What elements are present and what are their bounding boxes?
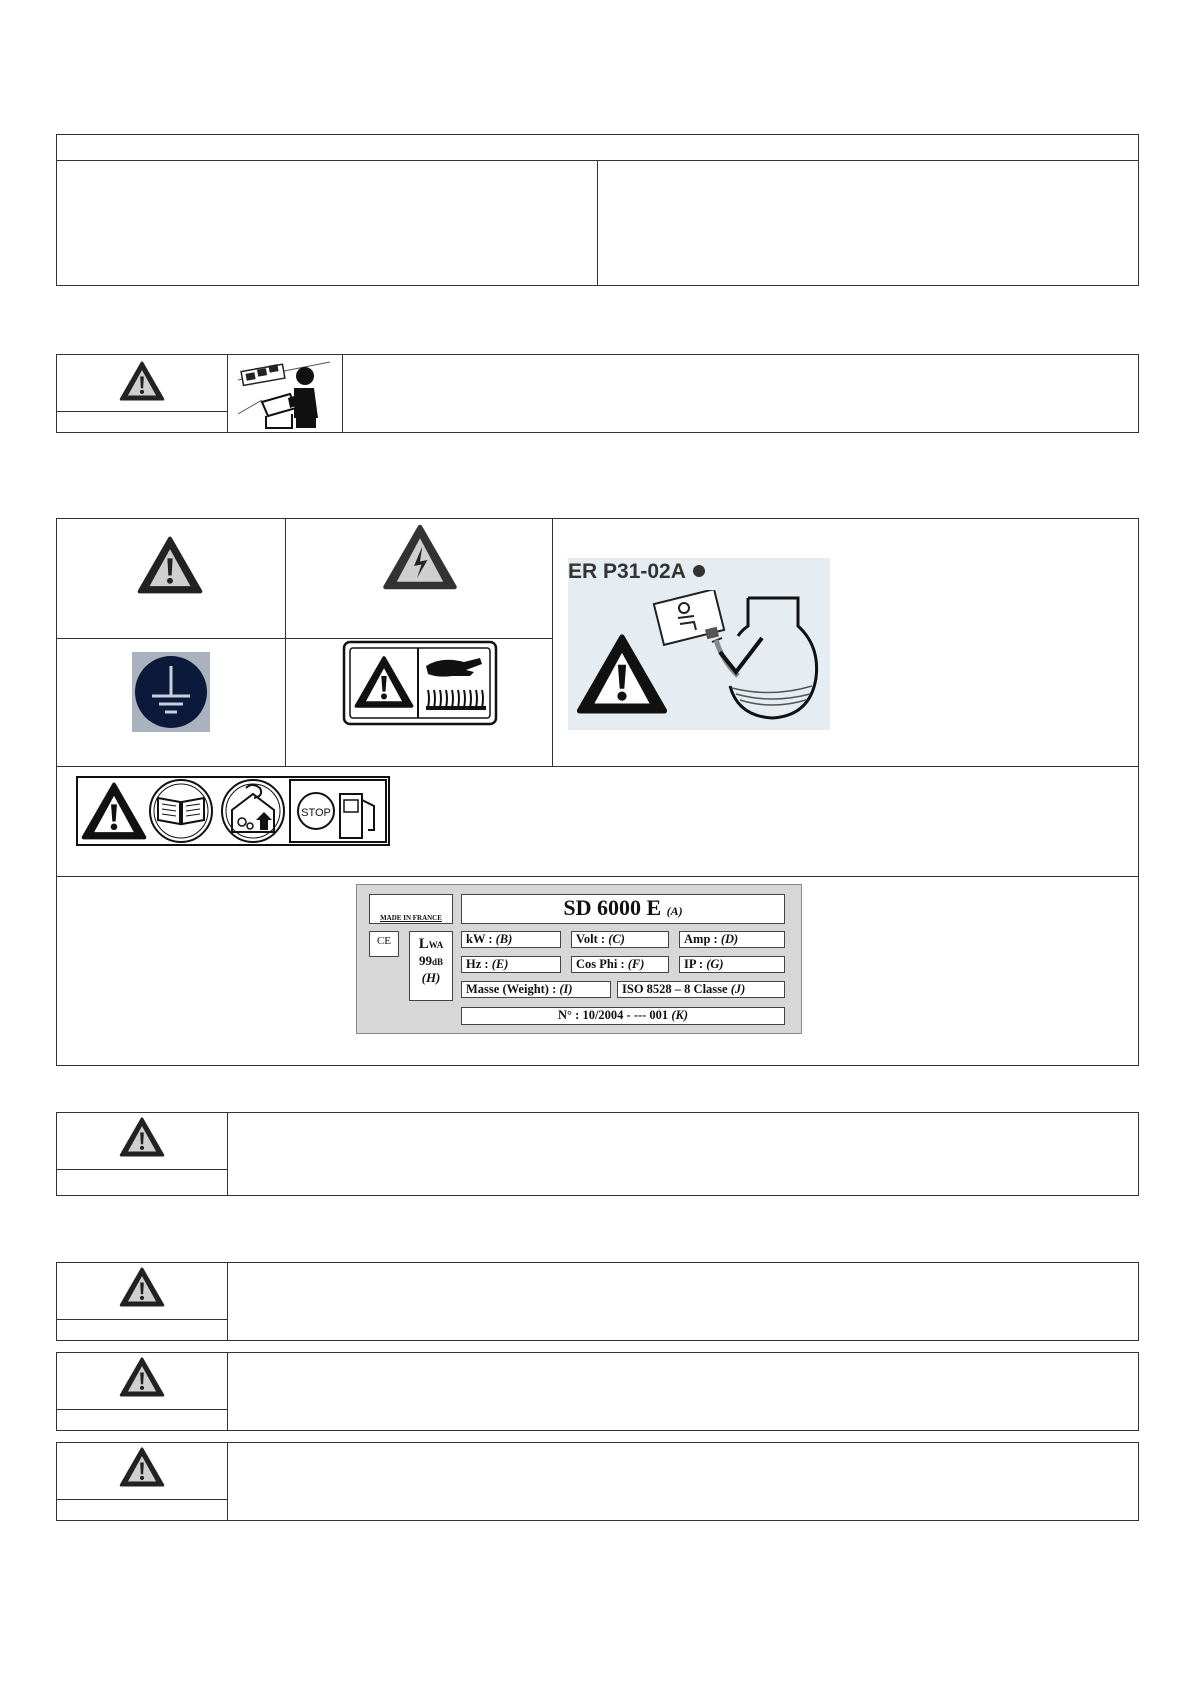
warning-table [56,1112,1139,1196]
oil-level-pictogram-icon [572,590,828,726]
weight-field: Masse (Weight) : (I) [461,981,611,998]
table-column-divider [227,354,228,433]
table-cell-divider [56,1169,227,1170]
warning-triangle-icon [119,1357,165,1397]
manual-warning-table [56,354,1139,433]
warning-table [56,1442,1139,1521]
hz-field: Hz : (E) [461,956,561,973]
table-column-divider [552,518,553,766]
amp-field: Amp : (D) [679,931,785,948]
ip-field: IP : (G) [679,956,785,973]
table-column-divider [227,1112,228,1196]
table-row-divider [56,766,1139,767]
model-name: SD 6000 E (A) [461,894,785,924]
warning-table [56,1352,1139,1431]
warning-triangle-icon [137,536,203,594]
table-cell-divider [56,1499,227,1500]
stop-text: STOP [301,807,331,819]
sound-power-level: LWA 99dB (H) [409,931,453,1001]
table-row-divider [56,876,1139,877]
iso-class-field: ISO 8528 – 8 Classe (J) [617,981,785,998]
warning-triangle-icon [119,1117,165,1157]
kw-field: kW : (B) [461,931,561,948]
hot-surface-warning-icon [342,640,498,726]
table-cell-divider [56,411,227,412]
table-column-divider [342,354,343,433]
ce-mark: CE [369,931,399,957]
made-in-france-text: MADE IN FRANCE [369,894,453,924]
table-column-divider [227,1442,228,1521]
table-row-divider [56,638,552,639]
read-manual-pictogram-icon [232,358,336,430]
label-code: ER P31-02A [568,560,686,583]
serial-number-field: N° : 10/2004 - --- 001 (K) [461,1007,785,1025]
warning-table [56,1262,1139,1341]
cos-phi-field: Cos Phi : (F) [571,956,669,973]
table-column-divider [285,518,286,766]
electric-shock-warning-icon [382,524,458,590]
table-column-divider [227,1352,228,1431]
safety-pictogram-strip-icon [76,776,390,846]
warning-triangle-icon [119,1267,165,1307]
header-table-column-divider [597,160,598,286]
table-column-divider [227,1262,228,1341]
label-code-dot-icon [692,564,706,578]
warning-triangle-icon [119,1447,165,1487]
volt-field: Volt : (C) [571,931,669,948]
table-cell-divider [56,1319,227,1320]
table-cell-divider [56,1409,227,1410]
rating-plate [356,884,802,1034]
warning-triangle-icon [119,361,165,401]
ground-earth-symbol-icon [132,652,210,732]
